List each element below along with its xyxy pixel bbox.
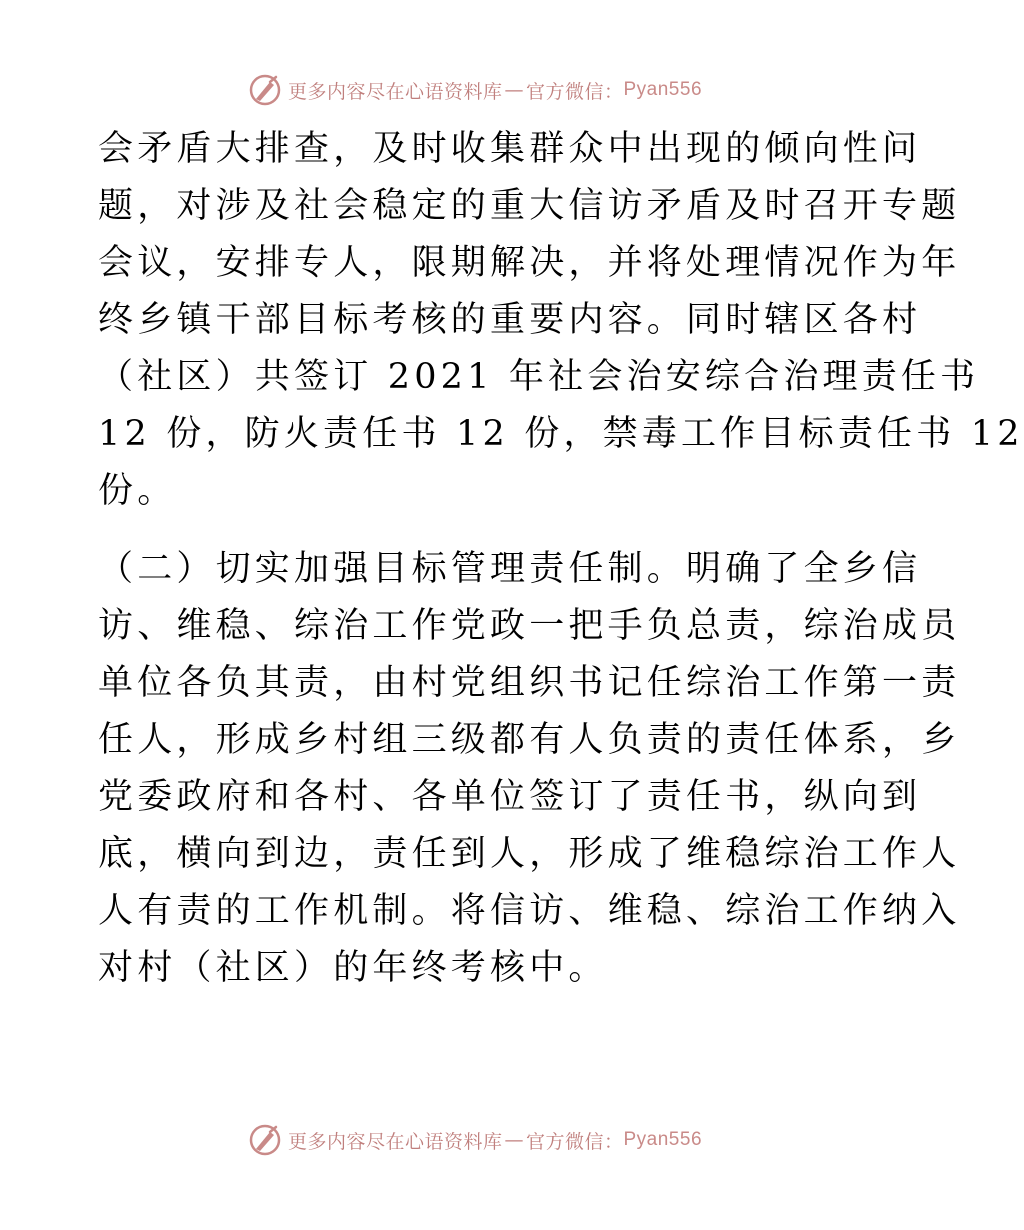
text-line: 单位各负其责，由村党组织书记任综治工作第一责 [98, 663, 961, 703]
footer-watermark [0, 1120, 950, 1160]
text-line: 党委政府和各村、各单位签订了责任书，纵向到 [98, 777, 922, 817]
text-line: 访、维稳、综治工作党政一把手负总责，综治成员 [98, 606, 961, 646]
text-line: 题，对涉及社会稳定的重大信访矛盾及时召开专题 [98, 186, 961, 226]
paragraph-1 [98, 121, 1024, 520]
text-line: 终乡镇干部目标考核的重要内容。同时辖区各村 [98, 300, 922, 340]
watermark-dash: — [504, 79, 524, 101]
paragraph-2 [98, 541, 961, 997]
text-line: 会矛盾大排查，及时收集群众中出现的倾向性问 [98, 129, 922, 169]
text-line: 底，横向到边，责任到人，形成了维稳综治工作人 [98, 834, 961, 874]
watermark-dash: — [504, 1129, 524, 1151]
text-line: 份。 [98, 471, 177, 511]
header-watermark [0, 70, 950, 110]
watermark-wechat-id: Pyan556 [623, 1129, 703, 1150]
text-line: （二）切实加强目标管理责任制。明确了全乡信 [98, 549, 922, 589]
text-line: 对村（社区）的年终考核中。 [98, 948, 608, 988]
text-line: 任人，形成乡村组三级都有人负责的责任体系，乡 [98, 720, 961, 760]
watermark-official-label: 官方微信： [525, 80, 624, 103]
document-body [98, 121, 1024, 997]
watermark-official-label: 官方微信： [525, 1130, 624, 1153]
quill-pen-logo-icon [248, 1123, 282, 1157]
paragraph-spacer [98, 520, 858, 541]
watermark-wechat-id: Pyan556 [623, 79, 703, 100]
text-line: 人有责的工作机制。将信访、维稳、综治工作纳入 [98, 891, 961, 931]
text-line: （社区）共签订 2021 年社会治安综合治理责任书 [98, 357, 980, 397]
watermark-main-text: 更多内容尽在心语资料库 [287, 1130, 503, 1153]
quill-pen-logo-icon [248, 73, 282, 107]
text-line: 12 份，防火责任书 12 份，禁毒工作目标责任书 12 [98, 414, 1024, 454]
text-line: 会议，安排专人，限期解决，并将处理情况作为年 [98, 243, 961, 283]
watermark-main-text: 更多内容尽在心语资料库 [287, 80, 503, 103]
